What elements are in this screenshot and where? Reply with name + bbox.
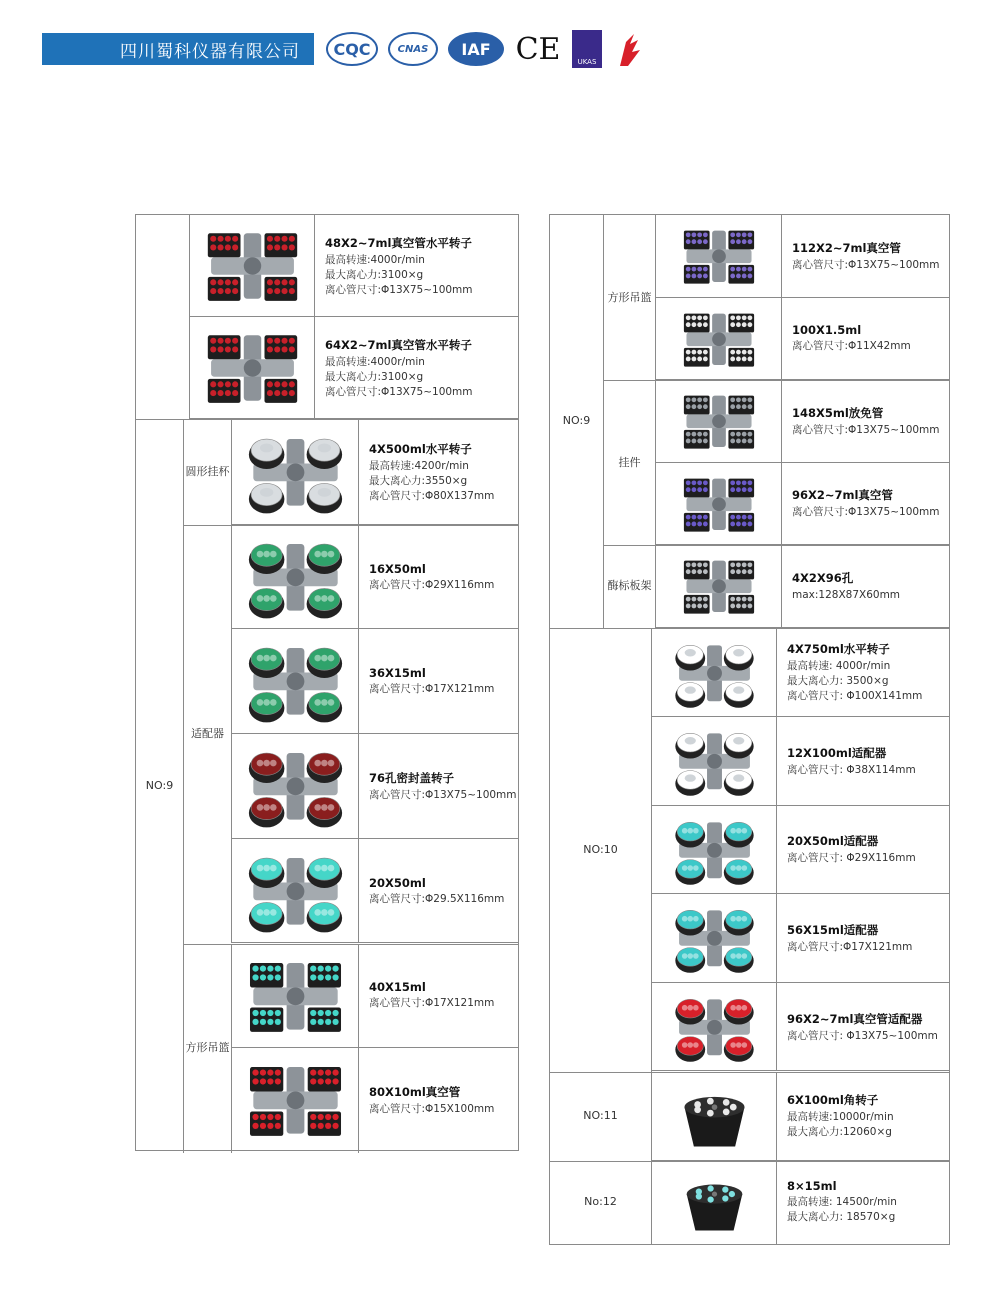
group-label-no12-text: No:12 [584,1195,617,1209]
product-image [652,1161,777,1245]
product-title: 6X100ml角转子 [787,1093,879,1107]
rotor-image-icon [240,951,351,1042]
product-description [782,298,949,381]
product-image [652,894,777,983]
product-description [315,317,518,419]
cnas-logo: CNAS [388,32,438,66]
product-image [232,734,359,839]
product-description [315,215,518,317]
group-label-no9-text: NO:9 [145,779,174,793]
product-title: 20X50ml适配器 [787,834,879,849]
product-spec: 最大离心力:3100×g [325,268,424,281]
product-image [652,717,777,806]
product-spec: 最高转速:4000r/min [325,355,425,368]
product-row [232,629,518,734]
rotor-image-icon [664,470,774,539]
product-spec: 最大离心力: 3500×g [787,675,889,688]
product-row [190,317,518,419]
sub-group-label-text: 挂件 [618,455,641,469]
company-name: 四川蜀科仪器有限公司 [120,41,300,62]
rotor-image-icon [240,1055,351,1146]
right-product-table [549,214,950,1245]
product-title: 16X50ml [369,561,426,576]
rotor-image-icon [240,427,351,518]
product-row [652,1161,949,1245]
certification-logos [326,28,642,70]
sub-group-label [604,380,656,545]
product-description [777,894,949,983]
sub-group-label-text: 酶标板架 [607,579,652,593]
group-label-no11-text: NO:11 [583,1109,618,1122]
product-description [782,215,949,298]
product-image [656,463,782,546]
product-spec: max:128X87X60mm [792,588,901,601]
product-spec: 最高转速: 14500r/min [787,1196,897,1209]
product-title: 40X15ml [369,980,426,995]
product-title: 36X15ml [369,666,426,681]
rotor-image-icon [660,813,769,888]
product-spec: 离心管尺寸:Φ13X75~100mm [792,258,940,271]
sub-group-label-text: 方形吊篮 [607,290,652,304]
product-spec: 离心管尺寸: Φ38X114mm [787,763,916,776]
group-label-no10 [550,629,652,1072]
sub-group-label [604,215,656,380]
product-row [656,380,949,463]
group-label-no9-right-text: NO:9 [562,414,591,428]
product-description [359,629,518,734]
product-title: 96X2~7ml真空管 [792,488,893,503]
group-label-no10-text: NO:10 [583,843,618,856]
product-description [777,629,949,718]
sub-group-label [604,545,656,628]
rotor-image-icon [664,305,774,374]
product-image [652,983,777,1072]
product-title: 96X2~7ml真空管适配器 [787,1011,923,1026]
product-spec: 离心管尺寸:Φ29X116mm [369,578,495,591]
product-description [777,983,949,1072]
product-image [190,317,315,419]
product-title: 56X15ml适配器 [787,923,879,938]
sub-group-label-text: 方形吊篮 [185,1041,230,1055]
rotor-image-icon [240,532,351,623]
ce-logo: CE [515,31,561,67]
product-row [190,215,518,317]
group-label-no12 [550,1161,652,1245]
product-title: 4X2X96孔 [792,570,854,585]
product-description [777,1072,949,1161]
product-image [232,1048,359,1153]
product-image [656,545,782,628]
product-spec: 离心管尺寸:Φ80X137mm [369,489,495,502]
product-title: 20X50ml [369,875,426,890]
product-spec: 最大离心力:12060×g [787,1126,892,1138]
sub-group-label-text: 圆形挂杯 [185,465,230,479]
product-spec: 离心管尺寸: Φ13X75~100mm [787,1029,938,1042]
product-image [232,944,359,1049]
product-row [232,734,518,839]
product-title: 76孔密封盖转子 [369,770,455,785]
product-title: 148X5ml放免管 [792,405,884,420]
product-description [359,839,518,944]
product-row [652,1072,949,1161]
product-description [782,545,949,628]
product-row [656,298,949,381]
product-title: 12X100ml适配器 [787,745,887,760]
product-spec: 离心管尺寸:Φ13X75~100mm [325,283,473,296]
product-spec: 最高转速: 4000r/min [787,660,891,673]
product-image [656,380,782,463]
product-description [777,717,949,806]
product-spec: 离心管尺寸: Φ100X141mm [787,690,923,703]
product-image [652,806,777,895]
rotor-image-icon [198,222,307,310]
product-spec: 离心管尺寸:Φ17X121mm [787,941,913,954]
product-description [359,944,518,1049]
product-row [652,717,949,806]
product-spec: 离心管尺寸:Φ13X75~100mm [792,423,940,436]
product-image [232,839,359,944]
blank-label [136,215,190,419]
product-image [652,629,777,718]
product-row [232,420,518,525]
left-product-table [135,214,519,1151]
product-spec: 最高转速:10000r/min [787,1111,894,1123]
product-spec: 离心管尺寸:Φ13X75~100mm [325,385,473,398]
product-description [359,525,518,630]
product-title: 48X2~7ml真空管水平转子 [325,235,472,250]
product-spec: 最高转速:4200r/min [369,459,469,472]
product-row [652,806,949,895]
product-title: 4X750ml水平转子 [787,642,890,657]
rotor-image-icon [664,222,774,291]
group-label-no9-right [550,215,604,628]
company-name-bar [42,33,314,65]
product-title: 64X2~7ml真空管水平转子 [325,337,472,352]
product-spec: 最大离心力:3100×g [325,370,424,383]
product-row [232,839,518,944]
product-spec: 离心管尺寸: Φ29X116mm [787,852,916,865]
product-description [782,463,949,546]
product-spec: 最大离心力: 18570×g [787,1211,896,1224]
product-title: 4X500ml水平转子 [369,441,472,456]
cqc-logo: CQC [326,32,378,66]
product-spec: 最大离心力:3550×g [369,474,468,487]
product-spec: 最高转速:4000r/min [325,253,425,266]
product-spec: 离心管尺寸:Φ11X42mm [792,340,911,353]
product-spec: 离心管尺寸:Φ29.5X116mm [369,892,505,905]
product-row [656,545,949,628]
product-row [232,1048,518,1153]
product-row [232,944,518,1049]
product-description [359,734,518,839]
product-title: 8×15ml [787,1179,837,1194]
product-image [232,525,359,630]
rotor-image-icon [660,636,769,711]
product-row [232,525,518,630]
angle-rotor-image-icon [660,1079,769,1154]
product-row [652,629,949,718]
product-spec: 离心管尺寸:Φ15X100mm [369,1103,495,1116]
rotor-image-icon [198,324,307,412]
product-row [652,983,949,1072]
product-description [359,1048,518,1153]
product-image [190,215,315,317]
rotor-image-icon [660,901,769,976]
rotor-image-icon [660,990,769,1065]
angle-rotor-image-icon [660,1168,769,1238]
ukas-logo: UKAS [572,30,602,68]
product-title: 80X10ml真空管 [369,1085,461,1100]
product-title: 112X2~7ml真空管 [792,240,901,255]
product-image [656,215,782,298]
group-label-no9 [136,420,184,1153]
sub-group-label [184,525,232,944]
rotor-image-icon [664,387,774,456]
product-row [652,894,949,983]
sub-group-label [184,944,232,1153]
rotor-image-icon [664,552,774,621]
product-row [656,463,949,546]
sub-group-label-text: 适配器 [191,727,224,741]
product-row [656,215,949,298]
product-spec: 离心管尺寸:Φ17X121mm [369,997,495,1010]
product-description [359,420,518,525]
rotor-image-icon [240,846,351,937]
sub-group-label [184,420,232,525]
iaf-logo: IAF [448,32,504,66]
product-image [232,629,359,734]
rotor-image-icon [660,724,769,799]
product-description [782,380,949,463]
product-image [656,298,782,381]
rotor-image-icon [240,741,351,832]
product-spec: 离心管尺寸:Φ17X121mm [369,683,495,696]
group-label-no11 [550,1072,652,1161]
product-description [777,1161,949,1245]
product-spec: 离心管尺寸:Φ13X75~100mm [792,506,940,519]
product-description [777,806,949,895]
product-image [232,420,359,525]
product-title: 100X1.5ml [792,323,862,338]
product-spec: 离心管尺寸:Φ13X75~100mm [369,788,517,801]
product-image [652,1072,777,1161]
rotor-image-icon [240,636,351,727]
flame-logo-icon [612,30,642,68]
